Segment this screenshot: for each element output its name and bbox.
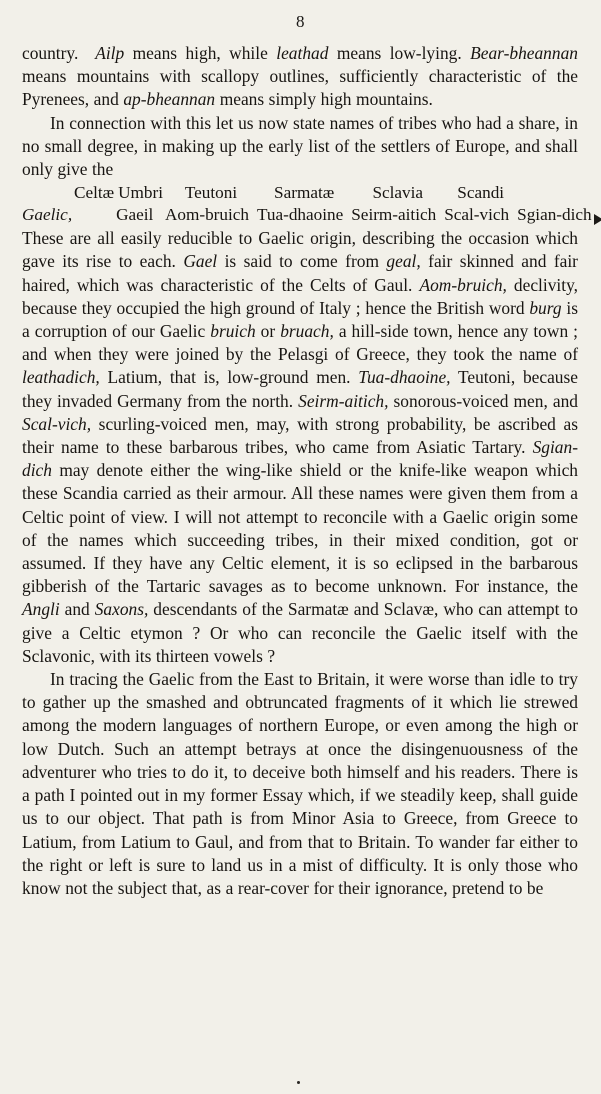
p3-italic-tua-dhaoine: Tua-dhaoine, [358,367,451,388]
p3-italic-saxons: Saxons, [94,599,149,620]
p3-seg-c: fair skinned and fair haired, which was characteristic of the Celts of Gaul. [22,251,578,295]
p3-seg-j: sonorous-voiced men, and [393,390,578,411]
p3-italic-scal-vich: Scal-vich, [22,413,92,434]
page-number: 8 [296,12,305,31]
table-row-gaelic [22,204,600,226]
gaelic-name-0: Gaelic, [22,205,73,225]
p3-italic-sgian-dich: Sgian-dich [22,437,578,481]
p3-seg-d: declivity, because they occupied the high ground of Italy ; hence the British word [22,274,578,318]
paragraph-4 [22,668,578,900]
latin-name-3: Sarmatæ [274,183,335,203]
p1-seg5: means simply high mountains. [219,89,433,110]
p3-seg-e: is a corruption of our Gaelic [22,297,578,342]
p3-seg-a: These are all easily reducible to Gaelic origin, describing the occasion which gave its rise to each. [22,228,578,272]
tribe-names-table [22,182,600,226]
paragraph-1-text [22,42,578,112]
p3-italic-seirm-aitich: Seirm-aitich, [298,390,389,411]
gaelic-name-2: Aom-bruich [164,205,249,225]
paragraph-3 [22,227,578,668]
p1-italic-ap-bheannan: ap-bheannan [123,89,216,110]
p3-seg-n: descendants of the Sarmatæ and Sclavæ, who can attempt to give a Celtic etymon ? Or who can reconcile the Gaelic itself with the Sclavonic, with its thirteen vowels ? [22,599,578,666]
latin-name-1: Umbri [118,183,163,203]
p3-italic-geal: geal, [386,251,421,272]
footer-dot [297,1081,300,1084]
latin-name-4: Sclavia [372,183,424,203]
p3-italic-angli: Angli [22,599,60,620]
p1-italic-leathad: leathad [276,43,329,63]
latin-name-2: Teutoni [184,183,238,203]
paragraph-3-text [22,227,578,668]
p1-seg2: means high, while [132,43,268,63]
latin-name-5: Scandi [457,183,505,203]
p1-seg3: means low-lying. [336,43,462,63]
p3-seg-f: or [260,321,276,342]
paragraph-1 [22,42,578,112]
p3-seg-i: Teutoni, because they invaded Germany from the north. [22,367,578,411]
paragraph-2 [22,112,578,182]
p3-seg-k: scurling-voiced men, may, with strong probability, be ascribed as their name to these barbarous tribes, who came from Asiatic Tartary. [22,413,578,458]
p3-seg-h: Latium, that is, low-ground men. [107,367,351,388]
p1-italic-bear-bheannan: Bear-bheannan [470,43,578,63]
gaelic-name-3: Tua-dhaoine [257,205,344,225]
p3-italic-bruach: bruach, [280,321,334,342]
latin-name-0: Celtæ [74,183,115,203]
paragraph-4-text: In tracing the Gaelic from the East to Britain, it were worse than idle to try to gather up the smashed and obtruncated fragments of it which lie strewed among the modern languages of northern Europe, or even among the high or low Dutch. Such an attempt betrays at once the disingenuousness of the adventurer who tries to do it, to deceive both himself and his readers. There is a path I pointed out in my former Essay which, if we steadily keep, shall guide us to our object. That path is from Minor Asia to Greece, from Greece to Latium, from Latium to Gaul, and from that to Britain. To wander far either to the right or left is sure to land us in a mist of difficulty. It is only those who know not the subject that, as a rear-cover for their ignorance, pretend to be [22,669,578,898]
gaelic-name-5: Scal-vich [444,205,510,225]
p3-italic-leathadich: leathadich, [22,367,100,388]
p3-seg-l: may denote either the wing-like shield or the knife-like weapon which these Scandia carried as their armour. All these names were given them from a Celtic point of view. I will not attempt to reconcile with a Gaelic origin some of the names which succeeding tribes, in their mixed condition, got or assumed. If they have any Celtic element, it is so eclipsed in the barbarous gibberish of the Tartaric savages as to become unknown. For instance, the [22,460,578,597]
p3-italic-aom-bruich: Aom-bruich, [419,274,507,295]
p1-italic-ailp: Ailp [95,43,125,63]
p3-seg-m: and [64,599,90,620]
p3-italic-burg: burg [529,297,562,318]
gaelic-name-6: Sgian-dich [517,205,592,225]
page-body [22,42,592,900]
p1-seg4: means mountains with scallopy outlines, sufficiently characteristic of the Pyrenees, and [22,66,578,110]
p3-italic-gael: Gael [183,251,218,272]
gaelic-name-1: Gaeil [116,205,154,225]
p3-seg-g: a hill-side town, hence any town ; and when they were joined by the Pelasgi of Greece, they took the name of [22,321,578,365]
gaelic-name-4: Seirm-aitich [351,205,437,225]
p1-seg1: country. [22,43,79,63]
paragraph-2-text: In connection with this let us now state names of tribes who had a share, in no small degree, in making up the early list of the settlers of Europe, and shall only give the [22,112,578,180]
table-row-latin [22,182,600,204]
p3-italic-bruich: bruich [210,321,256,342]
p3-seg-b: is said to come from [224,251,379,272]
